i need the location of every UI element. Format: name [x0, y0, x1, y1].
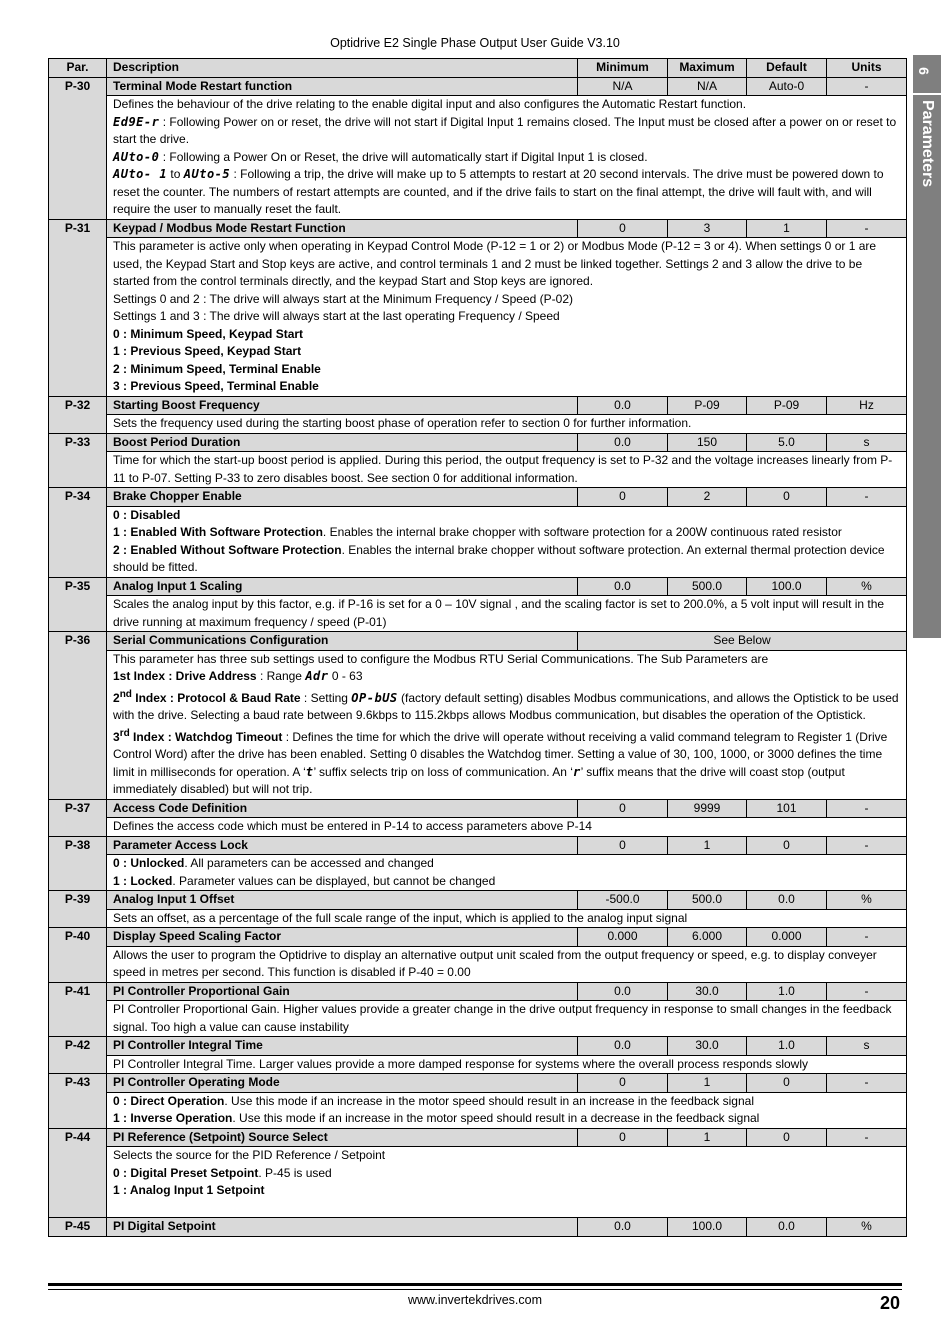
param-row: [49, 77, 907, 96]
param-row: [49, 891, 907, 910]
param-id: P-30: [49, 77, 107, 219]
param-default: 101: [747, 799, 827, 818]
param-min: 0.0: [578, 433, 668, 452]
param-name: Parameter Access Lock: [107, 836, 578, 855]
param-max: 1: [668, 1074, 747, 1093]
param-id: P-44: [49, 1128, 107, 1218]
param-id: P-31: [49, 219, 107, 396]
param-max: 3: [668, 219, 747, 238]
parameter-table: [48, 58, 907, 1237]
param-id: P-45: [49, 1218, 107, 1237]
param-row: [49, 577, 907, 596]
side-tab-divider: [913, 93, 941, 95]
display-code: Ed9E-r: [113, 114, 160, 129]
param-description: Defines the behaviour of the drive relating to the enable digital input and also configures the Automatic Restart function. Ed9E-r : Following Power on or reset, the drive will not start if Digital Input 1 remains closed. The Input must be closed after a power on or reset to start the drive. AUto-0 : Following a Power On or Reset, the drive will automatically start if Digital Input 1 is closed. AUto- 1 to AUto-5 : Following a trip, the drive will make up to 5 attempts to restart at 20 second intervals. The drive must be powered down to reset the counter. The numbers of restart attempts are counted, and if the drive fails to start on the final attempt, the drive will fault with, and will require the user to manually reset the fault.: [107, 96, 907, 220]
param-default: P-09: [747, 396, 827, 415]
param-id: P-37: [49, 799, 107, 836]
param-default: 1.0: [747, 982, 827, 1001]
param-description: Selects the source for the PID Reference / Setpoint 0 : Digital Preset Setpoint. P-45 is used 1 : Analog Input 1 Setpoint: [107, 1147, 907, 1218]
param-units: -: [827, 928, 907, 947]
param-units: -: [827, 1074, 907, 1093]
param-id: P-33: [49, 433, 107, 488]
col-header-description: Description: [107, 59, 578, 78]
param-name: Starting Boost Frequency: [107, 396, 578, 415]
param-units: Hz: [827, 396, 907, 415]
chapter-number: 6: [915, 67, 932, 75]
footer-divider-thin: [48, 1289, 902, 1290]
param-id: P-41: [49, 982, 107, 1037]
param-name: Analog Input 1 Scaling: [107, 577, 578, 596]
param-name: PI Controller Integral Time: [107, 1037, 578, 1056]
param-id: P-32: [49, 396, 107, 433]
param-units: -: [827, 799, 907, 818]
param-default: 1: [747, 219, 827, 238]
param-default: 0: [747, 836, 827, 855]
param-description-row: [49, 1055, 907, 1074]
param-min: 0.0: [578, 577, 668, 596]
display-code: r: [572, 764, 581, 779]
param-description: PI Controller Integral Time. Larger values provide a more damped response for systems where the overall process responds slowly: [107, 1055, 907, 1074]
param-max: 6.000: [668, 928, 747, 947]
param-name: PI Reference (Setpoint) Source Select: [107, 1128, 578, 1147]
param-default: 1.0: [747, 1037, 827, 1056]
param-description: Allows the user to program the Optidrive to display an alternative output unit scaled from the output frequency or speed, e.g. to display conveyer speed in metres per second. This function is disabled if P-40 = 0.00: [107, 946, 907, 982]
param-id: P-39: [49, 891, 107, 928]
display-code: AUto-5: [183, 167, 231, 181]
param-row: [49, 632, 907, 651]
param-min: 0.000: [578, 928, 668, 947]
display-code: AUto- 1: [113, 167, 168, 181]
param-max: 1: [668, 1128, 747, 1147]
param-id: P-38: [49, 836, 107, 891]
param-max: 500.0: [668, 891, 747, 910]
param-min: 0.0: [578, 1218, 668, 1237]
param-name: Brake Chopper Enable: [107, 488, 578, 507]
param-row: [49, 1074, 907, 1093]
param-min: 0.0: [578, 1037, 668, 1056]
param-name: Access Code Definition: [107, 799, 578, 818]
param-range-see-below: See Below: [578, 632, 907, 651]
param-row: [49, 1218, 907, 1237]
param-units: %: [827, 577, 907, 596]
param-default: 100.0: [747, 577, 827, 596]
col-header-par: Par.: [49, 59, 107, 78]
param-max: N/A: [668, 77, 747, 96]
param-max: 2: [668, 488, 747, 507]
param-default: 0.0: [747, 891, 827, 910]
param-description-row: [49, 818, 907, 837]
param-description: Sets the frequency used during the starting boost phase of operation refer to section 0 for further information.: [107, 415, 907, 434]
param-units: -: [827, 836, 907, 855]
param-description: PI Controller Proportional Gain. Higher values provide a greater change in the drive output frequency in response to small changes in the feedback signal. Too high a value can cause instability: [107, 1001, 907, 1037]
param-default: Auto-0: [747, 77, 827, 96]
param-default: 0: [747, 488, 827, 507]
param-max: 1: [668, 836, 747, 855]
param-description-row: [49, 96, 907, 220]
param-default: 0.0: [747, 1218, 827, 1237]
param-max: P-09: [668, 396, 747, 415]
col-header-minimum: Minimum: [578, 59, 668, 78]
param-description-row: [49, 946, 907, 982]
page-number: 20: [879, 1293, 900, 1313]
footer-url: www.invertekdrives.com: [407, 1293, 543, 1307]
param-row: [49, 982, 907, 1001]
param-min: 0.0: [578, 396, 668, 415]
param-name: Analog Input 1 Offset: [107, 891, 578, 910]
param-description-row: [49, 506, 907, 577]
param-id: P-36: [49, 632, 107, 800]
param-row: [49, 219, 907, 238]
param-min: 0: [578, 1128, 668, 1147]
param-description: This parameter has three sub settings used to configure the Modbus RTU Serial Communications. The Sub Parameters are 1st Index : Drive Address : Range Adr 0 - 63 2nd Index : Protocol & Baud Rate : Setting OP-bUS (factory default setting) disables Modbus communications, and allows the Optistick to be used with the drive. Selecting a baud rate between 9.6kbps to 115.2kbps allows Modbus communication, but disables the operation of the Optistick. 3rd Index : Watchdog Timeout : Defines the time for which the drive will operate without receiving a valid command telegram to Register 1 (Drive Control Word) after the drive has been enabled. Setting 0 disables the Watchdog timer. Setting a value of 30, 100, 1000, or 3000 defines the time limit in milliseconds for operation. A ‘t’ suffix selects trip on loss of communication. An ‘r’ suffix means that the drive will coast stop (output immediately disabled) but will not trip.: [107, 650, 907, 799]
param-units: s: [827, 1037, 907, 1056]
param-name: Terminal Mode Restart function: [107, 77, 578, 96]
document-title: Optidrive E2 Single Phase Output User Guide V3.10: [330, 36, 620, 50]
param-description: 0 : Disabled 1 : Enabled With Software Protection. Enables the internal brake chopper with software protection for a 200W continuous rated resistor 2 : Enabled Without Software Protection. Enables the internal brake chopper without software protection. An external thermal protection device should be fitted.: [107, 506, 907, 577]
param-max: 500.0: [668, 577, 747, 596]
chapter-label: Parameters: [919, 100, 936, 188]
param-description-row: [49, 238, 907, 397]
param-row: [49, 799, 907, 818]
param-name: Boost Period Duration: [107, 433, 578, 452]
param-units: s: [827, 433, 907, 452]
param-name: PI Controller Operating Mode: [107, 1074, 578, 1093]
param-description: Time for which the start-up boost period is applied. During this period, the output frequency is set to P-32 and the voltage increases linearly from P-11 to P-07. Setting P-33 to zero disables boost. See section 0 for additional information.: [107, 452, 907, 488]
param-units: -: [827, 488, 907, 507]
param-units: -: [827, 982, 907, 1001]
param-min: 0: [578, 1074, 668, 1093]
display-code: OP-bUS: [351, 690, 398, 705]
param-name: Keypad / Modbus Mode Restart Function: [107, 219, 578, 238]
display-code: AUto-0: [113, 149, 160, 164]
param-description-row: [49, 650, 907, 799]
param-description-row: [49, 1092, 907, 1128]
param-description-row: [49, 909, 907, 928]
param-default: 5.0: [747, 433, 827, 452]
param-description-row: [49, 415, 907, 434]
param-description: Defines the access code which must be entered in P-14 to access parameters above P-14: [107, 818, 907, 837]
col-header-maximum: Maximum: [668, 59, 747, 78]
param-min: 0: [578, 799, 668, 818]
param-min: -500.0: [578, 891, 668, 910]
param-name: Display Speed Scaling Factor: [107, 928, 578, 947]
display-code: t: [305, 764, 314, 779]
param-id: P-35: [49, 577, 107, 632]
param-units: -: [827, 219, 907, 238]
param-row: [49, 396, 907, 415]
param-row: [49, 1128, 907, 1147]
param-row: [49, 1037, 907, 1056]
param-default: 0: [747, 1074, 827, 1093]
param-description-row: [49, 1147, 907, 1218]
param-min: 0: [578, 836, 668, 855]
param-max: 150: [668, 433, 747, 452]
param-default: 0.000: [747, 928, 827, 947]
param-id: P-40: [49, 928, 107, 983]
col-header-default: Default: [747, 59, 827, 78]
param-row: [49, 928, 907, 947]
param-min: 0: [578, 488, 668, 507]
param-description-row: [49, 452, 907, 488]
param-description: Sets an offset, as a percentage of the full scale range of the input, which is applied to the analog input signal: [107, 909, 907, 928]
param-id: P-34: [49, 488, 107, 578]
param-description: This parameter is active only when operating in Keypad Control Mode (P-12 = 1 or 2) or Modbus Mode (P-12 = 3 or 4). When settings 0 or 1 are used, the Keypad Start and Stop keys are active, and control terminals 1 and 2 must be linked together. Settings 2 and 3 allow the drive to be started from the control terminals directly, and the keypad Start and Stop keys are ignored. Settings 0 and 2 : The drive will always start at the Minimum Frequency / Speed (P-02) Settings 1 and 3 : The drive will always start at the last operating Frequency / Speed 0 : Minimum Speed, Keypad Start 1 : Previous Speed, Keypad Start 2 : Minimum Speed, Terminal Enable 3 : Previous Speed, Terminal Enable: [107, 238, 907, 397]
param-max: 30.0: [668, 982, 747, 1001]
param-row: [49, 433, 907, 452]
param-description: 0 : Unlocked. All parameters can be accessed and changed 1 : Locked. Parameter values can be displayed, but cannot be changed: [107, 855, 907, 891]
param-units: %: [827, 1218, 907, 1237]
param-name: PI Controller Proportional Gain: [107, 982, 578, 1001]
param-description-row: [49, 596, 907, 632]
param-max: 30.0: [668, 1037, 747, 1056]
param-id: P-42: [49, 1037, 107, 1074]
param-min: 0: [578, 219, 668, 238]
table-header-row: [49, 59, 907, 78]
display-code: Adr: [305, 669, 329, 683]
param-name: Serial Communications Configuration: [107, 632, 578, 651]
param-name: PI Digital Setpoint: [107, 1218, 578, 1237]
param-max: 100.0: [668, 1218, 747, 1237]
param-units: -: [827, 77, 907, 96]
param-min: 0.0: [578, 982, 668, 1001]
param-default: 0: [747, 1128, 827, 1147]
col-header-units: Units: [827, 59, 907, 78]
param-units: %: [827, 891, 907, 910]
param-max: 9999: [668, 799, 747, 818]
param-id: P-43: [49, 1074, 107, 1129]
param-description-row: [49, 855, 907, 891]
param-description: 0 : Direct Operation. Use this mode if an increase in the motor speed should result in an increase in the feedback signal 1 : Inverse Operation. Use this mode if an increase in the motor speed should result in a decrease in the feedback signal: [107, 1092, 907, 1128]
param-description: Scales the analog input by this factor, e.g. if P-16 is set for a 0 – 10V signal , and the scaling factor is set to 200.0%, a 5 volt input will result in the drive running at maximum frequency / speed (P-01): [107, 596, 907, 632]
footer-divider: [48, 1283, 902, 1286]
param-description-row: [49, 1001, 907, 1037]
param-units: -: [827, 1128, 907, 1147]
param-min: N/A: [578, 77, 668, 96]
param-row: [49, 488, 907, 507]
param-row: [49, 836, 907, 855]
